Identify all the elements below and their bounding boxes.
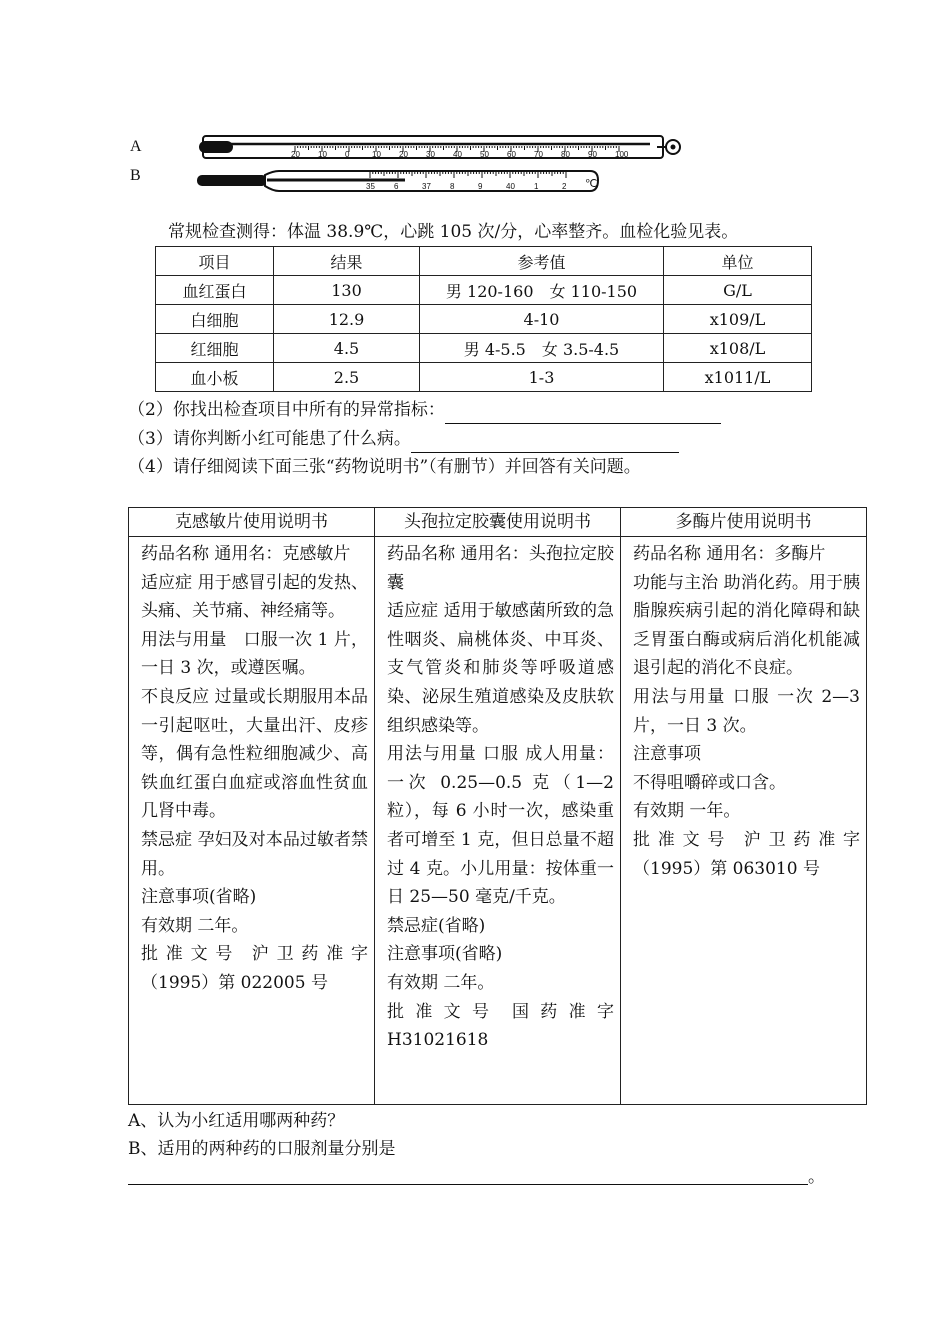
- end-mark: 。: [808, 1167, 825, 1187]
- scale-label: 9: [478, 182, 483, 191]
- thermometer-b-label: B: [130, 167, 141, 184]
- drug-1-validity: 有效期 二年。: [141, 915, 249, 936]
- question-4: （4）请仔细阅读下面三张“药物说明书”（有删节）并回答有关问题。: [128, 457, 641, 477]
- table-row: [156, 276, 812, 305]
- cell-result: 4.5: [274, 334, 420, 363]
- cell-result: 12.9: [274, 305, 420, 334]
- question-3-text: （3）请你判断小红可能患了什么病。: [128, 429, 411, 449]
- drug-title-1: 克感敏片使用说明书: [129, 508, 375, 537]
- cell-unit: x108/L: [664, 334, 812, 363]
- drug-3-validity: 有效期 一年。: [633, 801, 741, 822]
- drug-1-adverse: 不良反应 过量或长期服用本品一引起呕吐，大量出汗、皮疹等，偶有急性粒细胞减少、高铁血红蛋白血症或溶血性贫血几肾中毒。: [141, 686, 368, 822]
- question-2: [128, 396, 721, 424]
- header-unit: 单位: [664, 247, 812, 276]
- thermometer-a-label: A: [130, 138, 142, 155]
- sub-question-b: B、适用的两种药的口服剂量分别是: [128, 1139, 396, 1159]
- drug-3-name: 药品名称 通用名：多酶片: [633, 544, 826, 564]
- scale-label: 30: [426, 150, 435, 159]
- cell-unit: G/L: [664, 276, 812, 305]
- drug-title-3: 多酶片使用说明书: [621, 508, 867, 537]
- drug-2-contraindication: 禁忌症(省略): [387, 915, 486, 936]
- table-row: [156, 334, 812, 363]
- cell-item: 白细胞: [156, 305, 274, 334]
- drug-instructions-table: [128, 507, 867, 1105]
- cell-item: 血小板: [156, 363, 274, 392]
- drug-2-approval: 批 准 文 号 国 药 准 字 H31021618: [387, 1001, 614, 1051]
- drug-header-row: [129, 508, 867, 537]
- drug-2-name: 药品名称 通用名：头孢拉定胶囊: [387, 544, 614, 593]
- answer-blank-2[interactable]: [445, 403, 721, 424]
- cell-unit: x1011/L: [664, 363, 812, 392]
- exam-intro-text: 常规检查测得：体温 38.9℃，心跳 105 次/分，心率整齐。血检化验见表。: [168, 222, 739, 242]
- scale-label: 10: [372, 150, 381, 159]
- cell-item: 血红蛋白: [156, 276, 274, 305]
- cell-reference: 1-3: [420, 363, 664, 392]
- drug-3-notes: 不得咀嚼碎或口含。: [633, 772, 786, 793]
- table-header-row: [156, 247, 812, 276]
- table-row: [156, 305, 812, 334]
- drug-3-approval: 批 准 文 号 沪 卫 药 准 字（1995）第 063010 号: [633, 829, 860, 879]
- drug-column-3: [621, 537, 867, 1105]
- table-row: [156, 363, 812, 392]
- sub-question-a: A、认为小红适用哪两种药？: [128, 1111, 345, 1131]
- header-item: 项目: [156, 247, 274, 276]
- scale-label: 20: [399, 150, 408, 159]
- scale-label: 0: [345, 150, 350, 159]
- drug-title-2: 头孢拉定胶囊使用说明书: [375, 508, 621, 537]
- scale-label: 1: [534, 182, 539, 191]
- header-result: 结果: [274, 247, 420, 276]
- celsius-unit-label: ℃: [585, 178, 598, 190]
- scale-label: 6: [394, 182, 399, 191]
- cell-unit: x109/L: [664, 305, 812, 334]
- question-2-text: （2）你找出检查项目中所有的异常指标：: [128, 400, 445, 420]
- drug-column-1: [129, 537, 375, 1105]
- drug-2-indication: 适应症 适用于敏感菌所致的急性咽炎、扁桃体炎、中耳炎、支气管炎和肺炎等呼吸道感染、泌尿生殖道感染及皮肤软组织感染等。: [387, 601, 614, 736]
- drug-1-dosage: 用法与用量 口服一次 1 片，一日 3 次，或遵医嘱。: [141, 629, 368, 679]
- drug-3-function: 功能与主治 助消化药。用于胰脂腺疾病引起的消化障碍和缺乏胃蛋白酶或病后消化机能减退引起的消化不良症。: [633, 572, 860, 679]
- cell-reference: 4-10: [420, 305, 664, 334]
- scale-label: 2: [562, 182, 567, 191]
- cell-reference: 男 4-5.5 女 3.5-4.5: [420, 334, 664, 363]
- drug-column-2: [375, 537, 621, 1105]
- cell-reference: 男 120-160 女 110-150: [420, 276, 664, 305]
- scale-label: 37: [422, 182, 431, 191]
- scale-label: 20: [291, 150, 300, 159]
- header-reference: 参考值: [420, 247, 664, 276]
- drug-1-contraindication: 禁忌症 孕妇及对本品过敏者禁用。: [141, 829, 368, 879]
- scale-label: 8: [450, 182, 455, 191]
- cell-item: 红细胞: [156, 334, 274, 363]
- question-3: [128, 425, 679, 453]
- answer-line-b[interactable]: [128, 1184, 808, 1185]
- drug-2-notes: 注意事项(省略): [387, 944, 503, 965]
- clinical-thermometer-image: [195, 167, 605, 197]
- scale-label: 100: [615, 150, 629, 159]
- scale-label: 90: [588, 150, 597, 159]
- scale-label: 10: [318, 150, 327, 159]
- drug-1-approval: 批 准 文 号 沪 卫 药 准 字（1995）第 022005 号: [141, 944, 368, 993]
- cell-result: 130: [274, 276, 420, 305]
- drug-body-row: [129, 537, 867, 1105]
- laboratory-thermometer-image: [195, 130, 695, 164]
- drug-1-name: 药品名称 通用名：克感敏片: [141, 544, 351, 564]
- scale-label: 40: [506, 182, 515, 191]
- drug-3-dosage: 用法与用量 口服 一次 2—3 片，一日 3 次。: [633, 686, 860, 736]
- cell-result: 2.5: [274, 363, 420, 392]
- drug-2-dosage: 用法与用量 口服 成人用量：一次 0.25—0.5 克（1—2 粒），每 6 小时一次，感染重者可增至 1 克，但日总量不超过 4 克。小儿用量：按体重一日 25—50 毫克/千克。: [387, 744, 614, 908]
- scale-label: 60: [507, 150, 516, 159]
- answer-blank-3[interactable]: [411, 432, 679, 453]
- scale-label: 50: [480, 150, 489, 159]
- scale-label: 40: [453, 150, 462, 159]
- drug-1-indication: 适应症 用于感冒引起的发热、头痛、关节痛、神经痛等。: [141, 572, 368, 622]
- drug-3-notes-heading: 注意事项: [633, 744, 701, 765]
- scale-label: 80: [561, 150, 570, 159]
- scale-label: 70: [534, 150, 543, 159]
- drug-2-validity: 有效期 二年。: [387, 972, 495, 993]
- drug-1-notes: 注意事项(省略): [141, 887, 257, 908]
- scale-label: 35: [366, 182, 375, 191]
- blood-test-table: [155, 246, 812, 392]
